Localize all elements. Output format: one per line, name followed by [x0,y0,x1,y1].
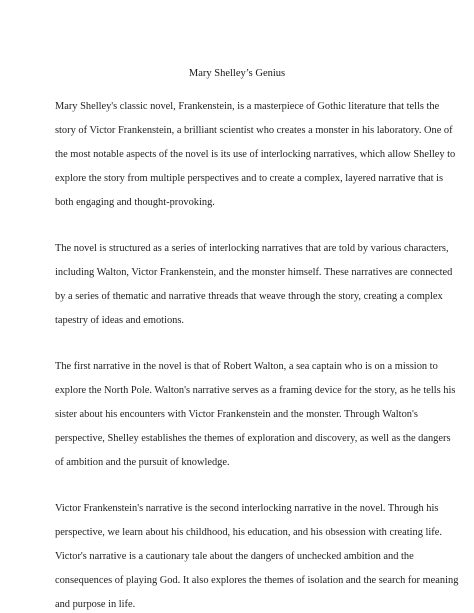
paragraph-1-line-1: Mary Shelley's classic novel, Frankenstein, is a masterpiece of Gothic literature that tells the [55,101,440,112]
paragraph-2-line-2: including Walton, Victor Frankenstein, and the monster himself. These narratives are connected [55,267,453,278]
paragraph-4-line-5: and purpose in life. [55,599,136,610]
paragraph-3-line-5: of ambition and the pursuit of knowledge. [55,457,230,468]
paragraph-1-line-4: explore the story from multiple perspectives and to create a complex, layered narrative that is [55,173,444,184]
paragraph-3-line-3: sister about his encounters with Victor Frankenstein and the monster. Through Walton's [55,409,418,420]
paragraph-2-line-3: by a series of thematic and narrative threads that weave through the story, creating a complex [55,291,443,302]
paragraph-3-line-2: explore the North Pole. Walton's narrative serves as a framing device for the story, as he tells his [55,385,456,396]
paragraph-4-line-3: Victor's narrative is a cautionary tale about the dangers of unchecked ambition and the [55,551,414,562]
paragraph-1-line-3: the most notable aspects of the novel is its use of interlocking narratives, which allow Shelley to [55,149,456,160]
paragraph-1-line-2: story of Victor Frankenstein, a brilliant scientist who creates a monster in his laboratory. One of [55,125,453,136]
paragraph-2-line-1: The novel is structured as a series of interlocking narratives that are told by various characters, [55,243,449,254]
paragraph-4-line-4: consequences of playing God. It also explores the themes of isolation and the search for meaning [55,575,459,586]
paragraph-4-line-2: perspective, we learn about his childhood, his education, and his obsession with creating life. [55,527,442,538]
paragraph-3-line-1: The first narrative in the novel is that of Robert Walton, a sea captain who is on a mission to [55,361,438,372]
paragraph-4-line-1: Victor Frankenstein's narrative is the second interlocking narrative in the novel. Through his [55,503,439,514]
paragraph-3-line-4: perspective, Shelley establishes the themes of exploration and discovery, as well as the dangers [55,433,451,444]
paragraph-2-line-4: tapestry of ideas and emotions. [55,315,184,326]
document-title: Mary Shelley’s Genius [188,68,286,79]
paragraph-1-line-5: both engaging and thought-provoking. [55,197,215,208]
